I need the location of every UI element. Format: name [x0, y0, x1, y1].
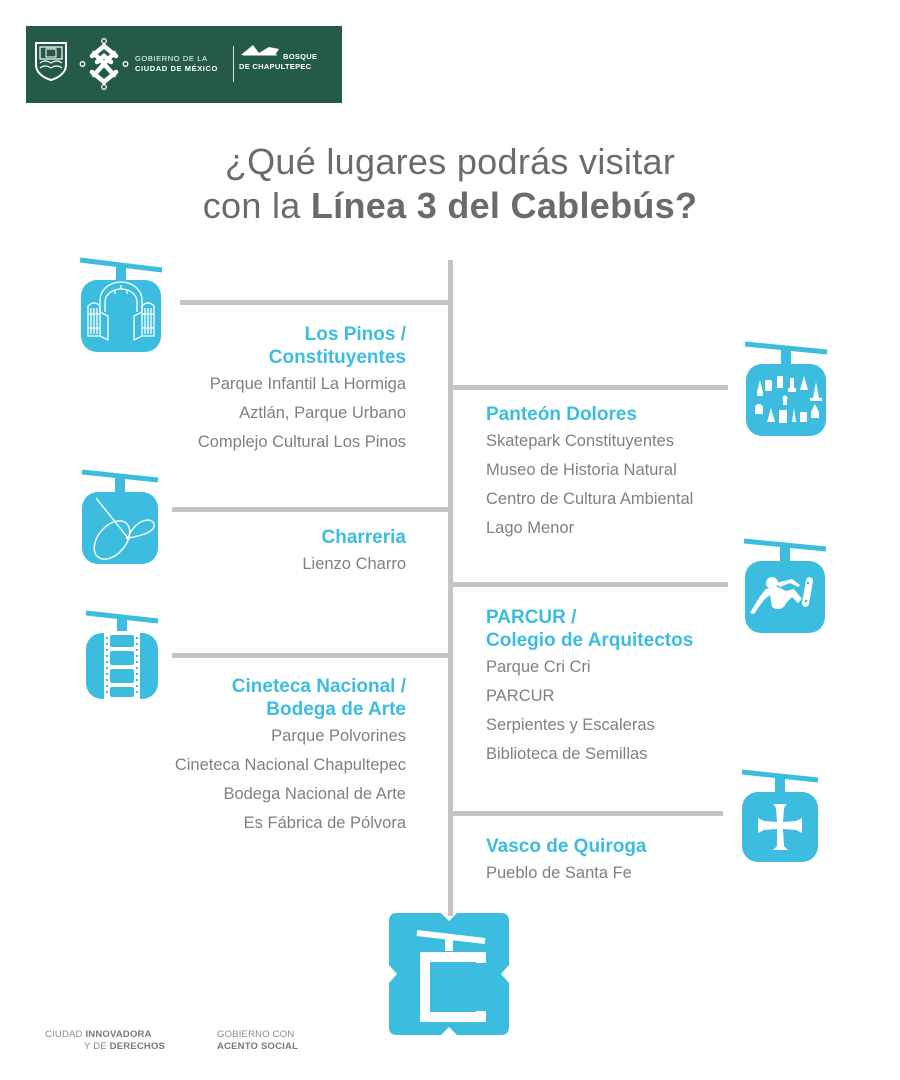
footer-left-line1 [45, 1029, 165, 1041]
connector-charreria [172, 507, 450, 512]
station-cineteca [175, 675, 406, 838]
banner-divider [233, 46, 234, 82]
cross-icon [740, 768, 820, 864]
cablebus-logo-icon [389, 913, 509, 1035]
station-name [302, 526, 406, 549]
station-panteon-dolores [486, 403, 693, 543]
place-item: Parque Infantil La Hormiga [209, 375, 406, 393]
footer-left-line1-bold: INNOVADORA [85, 1029, 152, 1040]
footer-slogan-left [45, 1029, 165, 1053]
footer-left-line2-light: Y DE [84, 1041, 110, 1052]
connector-panteon-dolores [450, 385, 728, 390]
cdmx-knot-icon [79, 38, 129, 90]
station-name-line: Los Pinos / [304, 324, 406, 345]
station-icon-vasco-de-quiroga [740, 768, 820, 864]
footer-left-line1-light: CIUDAD [45, 1029, 86, 1040]
place-item: Cineteca Nacional Chapultepec [174, 756, 406, 774]
station-icon-los-pinos [78, 256, 164, 352]
lasso-icon [80, 468, 160, 564]
station-charreria [302, 526, 406, 579]
place-item: Parque Polvorines [271, 727, 406, 745]
bosque-line2: DE CHAPULTEPEC [239, 62, 312, 71]
place-item: Bodega Nacional de Arte [223, 785, 406, 803]
footer-right-line1: GOBIERNO CON [217, 1029, 295, 1040]
government-line2: CIUDAD DE MÉXICO [135, 64, 218, 73]
station-name [486, 835, 647, 858]
gate-icon [78, 256, 164, 352]
tombstones-icon [743, 340, 829, 436]
station-name-line: Panteón Dolores [486, 404, 637, 425]
station-name-line: Colegio de Arquitectos [486, 630, 694, 651]
station-name [175, 675, 406, 721]
station-icon-panteon-dolores [743, 340, 829, 436]
place-item: Skatepark Constituyentes [486, 432, 675, 450]
route-line [448, 260, 453, 916]
station-name-line: Bodega de Arte [266, 699, 406, 720]
footer-slogan-right [217, 1029, 298, 1053]
station-name-line: Cineteca Nacional / [231, 676, 406, 697]
footer-left-line2-bold: DERECHOS [109, 1041, 166, 1052]
government-name [135, 54, 218, 74]
coat-of-arms-icon [34, 41, 68, 81]
place-item: Aztlán, Parque Urbano [239, 404, 406, 422]
bosque-line1: BOSQUE [283, 52, 318, 61]
connector-cineteca [172, 653, 450, 658]
station-icon-parcur [742, 537, 828, 633]
station-name [486, 403, 693, 426]
connector-los-pinos [180, 300, 450, 305]
station-name-line: PARCUR / [486, 607, 577, 628]
place-item: Parque Cri Cri [486, 658, 591, 676]
footer-right-line2: ACENTO SOCIAL [217, 1041, 299, 1052]
station-icon-cineteca [84, 609, 160, 705]
page-title [0, 140, 900, 228]
place-item: Serpientes y Escaleras [486, 716, 655, 734]
station-name-line: Constituyentes [268, 347, 406, 368]
station-name [486, 606, 693, 652]
place-item: Es Fábrica de Pólvora [243, 814, 406, 832]
place-item: Museo de Historia Natural [486, 461, 677, 479]
film-strip-icon [84, 609, 160, 705]
place-item: Lienzo Charro [302, 555, 406, 573]
station-name [198, 323, 406, 369]
station-name-line: Vasco de Quiroga [486, 836, 647, 857]
connector-vasco-de-quiroga [450, 811, 723, 816]
station-name-line: Charreria [321, 527, 406, 548]
header-banner [26, 26, 342, 103]
place-item: Centro de Cultura Ambiental [486, 490, 694, 508]
place-item: PARCUR [486, 687, 555, 705]
place-item: Lago Menor [486, 519, 575, 537]
station-icon-charreria [80, 468, 160, 564]
bosque-name [239, 52, 317, 72]
station-vasco-de-quiroga [486, 835, 647, 888]
title-line2-prefix: con la [202, 185, 311, 226]
place-item: Biblioteca de Semillas [486, 745, 648, 763]
connector-parcur [450, 582, 728, 587]
government-line1: GOBIERNO DE LA [135, 54, 208, 63]
station-los-pinos [198, 323, 406, 457]
title-line2-bold: Línea 3 del Cablebús? [310, 185, 698, 226]
skater-icon [742, 537, 828, 633]
footer-left-line2 [45, 1041, 165, 1053]
place-item: Complejo Cultural Los Pinos [197, 433, 406, 451]
title-line1: ¿Qué lugares podrás visitar [224, 141, 676, 182]
place-item: Pueblo de Santa Fe [486, 864, 632, 882]
title-line2 [0, 184, 900, 228]
station-parcur [486, 606, 693, 769]
